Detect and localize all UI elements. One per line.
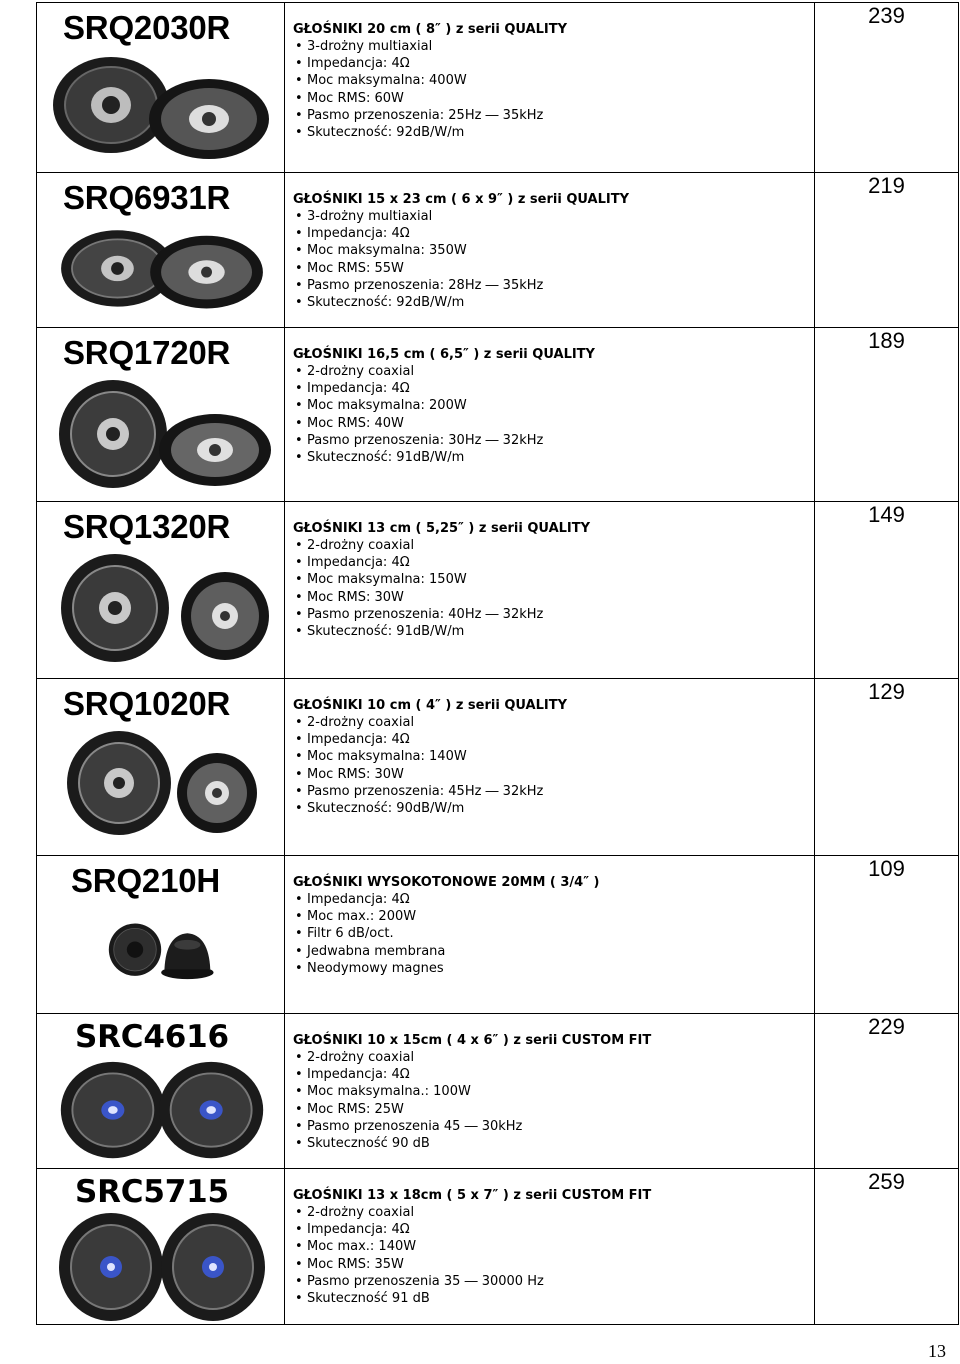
spec-cell [285,1014,815,1169]
price: 239 [815,3,959,173]
spec-item: • Skuteczność 91 dB [293,1290,814,1307]
spec-item: • Pasmo przenoszenia: 25Hz ― 35kHz [293,107,814,124]
spec-item: • Filtr 6 dB/oct. [293,925,814,942]
spec-cell [285,679,815,856]
product-row [37,3,959,173]
spec-item: • Neodymowy magnes [293,960,814,977]
product-table [36,2,959,1325]
spec-item: • Pasmo przenoszenia: 30Hz ― 32kHz [293,432,814,449]
model-cell [37,328,285,502]
model-name: SRQ6931R [63,179,231,216]
speaker-pair-image [49,223,275,323]
price: 229 [815,1014,959,1169]
spec-item: • Impedancja: 4Ω [293,225,814,242]
spec-item: • Skuteczność: 90dB/W/m [293,800,814,817]
price: 259 [815,1169,959,1325]
spec-title: GŁOŚNIKI 16,5 cm ( 6,5″ ) z serii QUALITY [293,347,595,362]
speaker-pair-image [49,53,275,163]
spec-title: GŁOŚNIKI 15 x 23 cm ( 6 x 9″ ) z serii QUALITY [293,192,630,207]
spec-item: • Pasmo przenoszenia: 45Hz ― 32kHz [293,783,814,800]
spec-cell [285,1169,815,1325]
spec-item: • Impedancja: 4Ω [293,55,814,72]
spec-item: • Moc RMS: 35W [293,1256,814,1273]
spec-item: • Impedancja: 4Ω [293,1066,814,1083]
spec-title: GŁOŚNIKI 10 cm ( 4″ ) z serii QUALITY [293,698,567,713]
speaker-pair-image [49,378,275,488]
spec-list [293,1204,814,1307]
spec-item: • Skuteczność: 92dB/W/m [293,294,814,311]
spec-item: • Moc RMS: 30W [293,766,814,783]
spec-item: • Moc RMS: 25W [293,1101,814,1118]
price: 149 [815,502,959,679]
model-cell [37,173,285,328]
spec-title: GŁOŚNIKI 20 cm ( 8″ ) z serii QUALITY [293,22,567,37]
spec-item: • Pasmo przenoszenia: 28Hz ― 35kHz [293,277,814,294]
model-name: SRC5715 [75,1174,229,1210]
spec-item: • Pasmo przenoszenia: 40Hz ― 32kHz [293,606,814,623]
product-row [37,1169,959,1325]
model-cell [37,679,285,856]
spec-item: • 2-drożny coaxial [293,1204,814,1221]
spec-item: • Skuteczność: 91dB/W/m [293,623,814,640]
speaker-pair-image [49,729,275,839]
spec-list [293,714,814,817]
spec-item: • Pasmo przenoszenia 45 ― 30kHz [293,1118,814,1135]
spec-item: • Moc maksymalna: 350W [293,242,814,259]
spec-cell [285,328,815,502]
page-number: 13 [928,1341,946,1361]
spec-cell [285,3,815,173]
speaker-pair-image [49,552,275,662]
spec-item: • Moc RMS: 60W [293,90,814,107]
spec-item: • Moc maksymalna: 400W [293,72,814,89]
product-row [37,328,959,502]
spec-item: • Skuteczność 90 dB [293,1135,814,1152]
price: 189 [815,328,959,502]
spec-item: • Skuteczność: 92dB/W/m [293,124,814,141]
spec-item: • Moc RMS: 40W [293,415,814,432]
model-name: SRC4616 [75,1019,229,1055]
spec-item: • 3-drożny multiaxial [293,38,814,55]
spec-item: • Moc maksymalna: 150W [293,571,814,588]
model-cell [37,502,285,679]
product-row [37,173,959,328]
spec-list [293,38,814,141]
spec-list [293,208,814,311]
model-name: SRQ2030R [63,9,231,46]
model-name: SRQ1020R [63,685,231,722]
spec-item: • 2-drożny coaxial [293,714,814,731]
spec-list [293,891,814,977]
spec-item: • Moc max.: 200W [293,908,814,925]
model-cell [37,1014,285,1169]
spec-item: • 2-drożny coaxial [293,1049,814,1066]
model-name: SRQ1720R [63,334,231,371]
spec-list [293,363,814,466]
spec-list [293,537,814,640]
price: 129 [815,679,959,856]
spec-item: • Moc maksymalna.: 100W [293,1083,814,1100]
spec-item: • Impedancja: 4Ω [293,731,814,748]
spec-item: • Jedwabna membrana [293,943,814,960]
spec-item: • Impedancja: 4Ω [293,1221,814,1238]
product-row [37,502,959,679]
spec-list [293,1049,814,1152]
spec-item: • Moc max.: 140W [293,1238,814,1255]
spec-cell [285,173,815,328]
spec-item: • Pasmo przenoszenia 35 ― 30000 Hz [293,1273,814,1290]
spec-item: • Moc maksymalna: 140W [293,748,814,765]
spec-item: • Impedancja: 4Ω [293,891,814,908]
spec-item: • Moc maksymalna: 200W [293,397,814,414]
spec-item: • Moc RMS: 30W [293,589,814,606]
speaker-pair-image [49,1058,275,1164]
product-row [37,856,959,1014]
spec-title: GŁOŚNIKI 13 x 18cm ( 5 x 7″ ) z serii CUSTOM FIT [293,1188,652,1203]
model-cell [37,856,285,1014]
spec-item: • Impedancja: 4Ω [293,380,814,397]
speaker-pair-image [49,1211,275,1321]
spec-title: GŁOŚNIKI 10 x 15cm ( 4 x 6″ ) z serii CUSTOM FIT [293,1033,652,1048]
spec-cell [285,856,815,1014]
spec-item: • 2-drożny coaxial [293,537,814,554]
model-name: SRQ1320R [63,508,231,545]
spec-title: GŁOŚNIKI WYSOKOTONOWE 20MM ( 3/4″ ) [293,875,600,890]
spec-item: • 3-drożny multiaxial [293,208,814,225]
spec-item: • Skuteczność: 91dB/W/m [293,449,814,466]
price: 219 [815,173,959,328]
price: 109 [815,856,959,1014]
spec-item: • 2-drożny coaxial [293,363,814,380]
model-cell [37,3,285,173]
model-cell [37,1169,285,1325]
spec-cell [285,502,815,679]
spec-title: GŁOŚNIKI 13 cm ( 5,25″ ) z serii QUALITY [293,521,591,536]
spec-item: • Impedancja: 4Ω [293,554,814,571]
product-row [37,1014,959,1169]
spec-item: • Moc RMS: 55W [293,260,814,277]
tweeter-pair-image [49,912,275,1002]
product-row [37,679,959,856]
model-name: SRQ210H [71,862,221,899]
